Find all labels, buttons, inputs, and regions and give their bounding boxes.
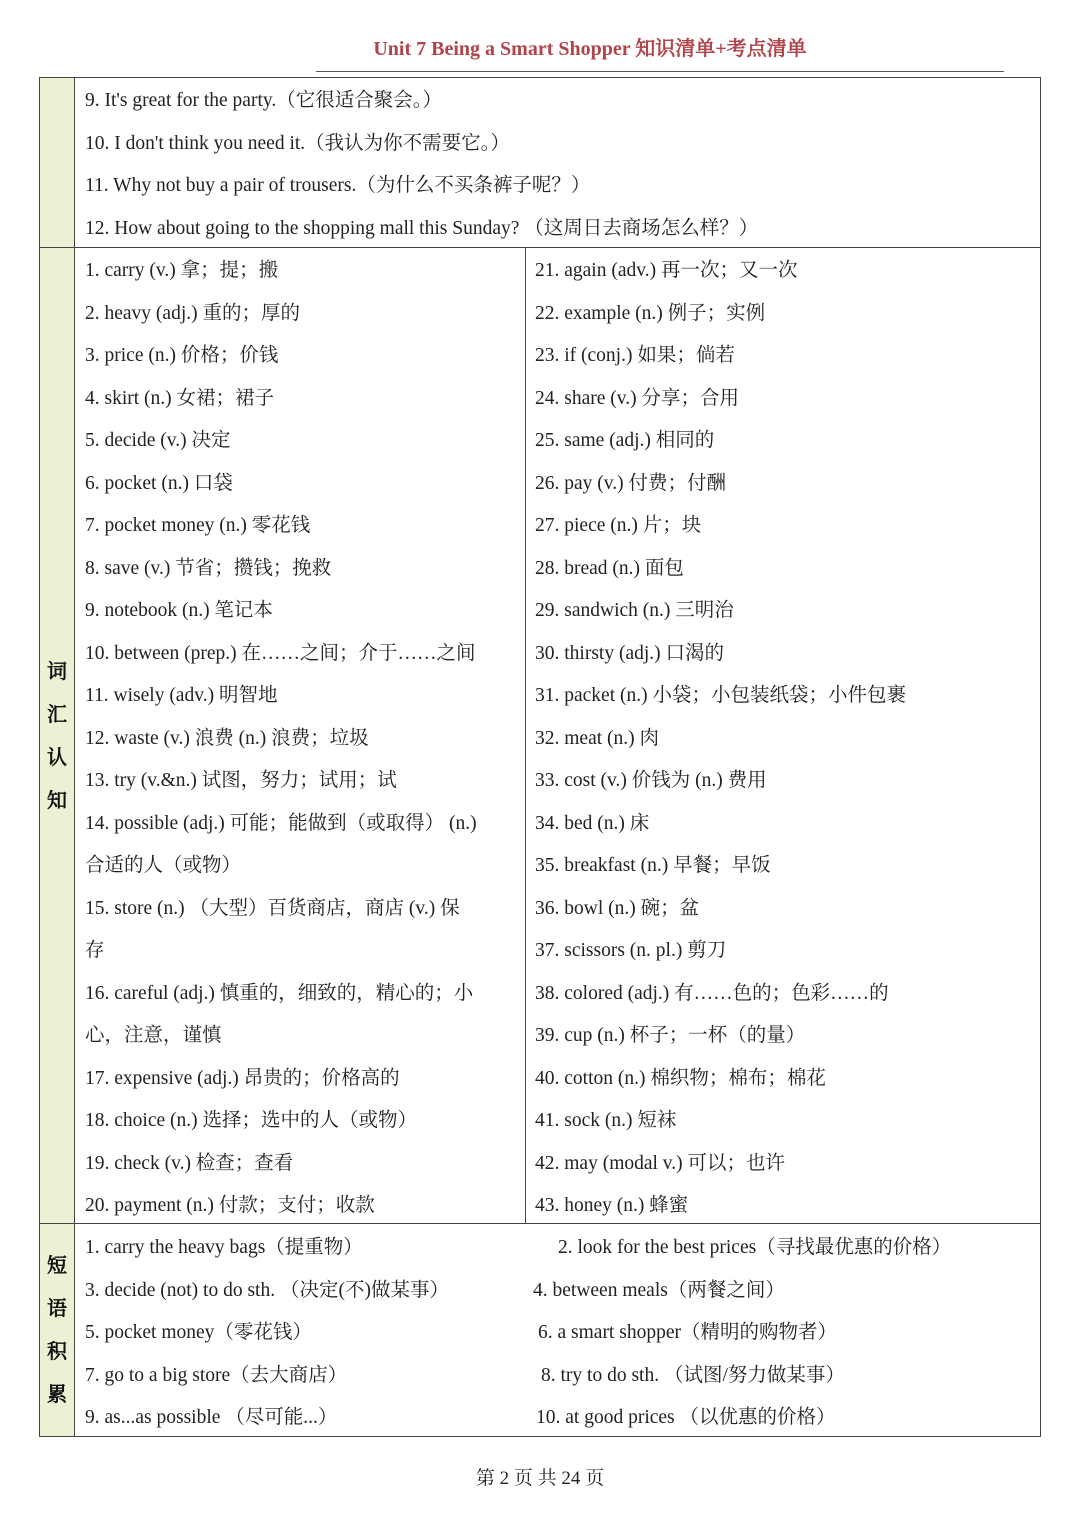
section-label-char: 积 bbox=[47, 1339, 67, 1363]
vocab-item: 29. sandwich (n.) 三明治 bbox=[535, 600, 734, 621]
vocab-item: 2. heavy (adj.) 重的；厚的 bbox=[85, 302, 300, 324]
vocab-item: 23. if (conj.) 如果；倘若 bbox=[535, 345, 735, 366]
sentence-item: 9. It's great for the party.（它很适合聚会。） bbox=[85, 90, 442, 111]
vocab-item: 1. carry (v.) 拿；提；搬 bbox=[85, 260, 279, 281]
phrase-item: 6. a smart shopper（精明的购物者） bbox=[538, 1322, 837, 1343]
vocab-item: 37. scissors (n. pl.) 剪刀 bbox=[535, 940, 727, 961]
vocab-item: 15. store (n.) （大型）百货商店，商店 (v.) 保 bbox=[85, 897, 460, 919]
vocab-item: 39. cup (n.) 杯子；一杯（的量） bbox=[535, 1025, 806, 1046]
vocab-item: 心，注意，谨慎 bbox=[85, 1025, 222, 1046]
phrase-item: 3. decide (not) to do sth. （决定(不)做某事） bbox=[85, 1279, 449, 1301]
vocab-item: 10. between (prep.) 在……之间；介于……之间 bbox=[85, 642, 476, 664]
vocab-item: 34. bed (n.) 床 bbox=[535, 812, 650, 834]
vocab-column-divider bbox=[525, 248, 526, 1224]
vocab-item: 40. cotton (n.) 棉织物；棉布；棉花 bbox=[535, 1067, 826, 1089]
phrase-item: 5. pocket money（零花钱） bbox=[85, 1322, 312, 1343]
vocab-item: 25. same (adj.) 相同的 bbox=[535, 430, 715, 451]
vocab-item: 12. waste (v.) 浪费 (n.) 浪费；垃圾 bbox=[85, 727, 369, 749]
vocab-item: 合适的人（或物） bbox=[85, 855, 242, 876]
vocab-section-label bbox=[40, 248, 75, 1224]
vocab-item: 16. careful (adj.) 慎重的，细致的，精心的；小 bbox=[85, 982, 474, 1004]
vocab-item: 30. thirsty (adj.) 口渴的 bbox=[535, 642, 725, 664]
phrase-item: 2. look for the best prices（寻找最优惠的价格） bbox=[558, 1237, 952, 1258]
phrase-item: 10. at good prices （以优惠的价格） bbox=[536, 1407, 836, 1428]
vocab-item: 5. decide (v.) 决定 bbox=[85, 430, 231, 451]
vocab-item: 7. pocket money (n.) 零花钱 bbox=[85, 515, 311, 536]
vocab-item: 43. honey (n.) 蜂蜜 bbox=[535, 1195, 689, 1216]
vocab-item: 26. pay (v.) 付费；付酬 bbox=[535, 472, 727, 494]
vocab-item: 19. check (v.) 检查；查看 bbox=[85, 1152, 294, 1174]
vocab-item: 27. piece (n.) 片；块 bbox=[535, 515, 702, 536]
phrase-item: 8. try to do sth. （试图/努力做某事） bbox=[541, 1364, 845, 1386]
sentence-item: 11. Why not buy a pair of trousers.（为什么不买条裤子呢？） bbox=[85, 175, 591, 196]
section-label-char: 知 bbox=[47, 788, 67, 812]
vocab-item: 36. bowl (n.) 碗；盆 bbox=[535, 897, 700, 919]
phrase-item: 4. between meals（两餐之间） bbox=[533, 1279, 785, 1301]
phrase-item: 7. go to a big store（去大商店） bbox=[85, 1364, 348, 1386]
section-label-char: 累 bbox=[47, 1382, 67, 1406]
vocab-item: 31. packet (n.) 小袋；小包装纸袋；小件包裹 bbox=[535, 685, 906, 706]
vocab-item: 6. pocket (n.) 口袋 bbox=[85, 472, 233, 494]
vocab-item: 42. may (modal v.) 可以；也许 bbox=[535, 1152, 786, 1174]
row-divider bbox=[40, 1223, 1040, 1224]
vocab-item: 17. expensive (adj.) 昂贵的；价格高的 bbox=[85, 1067, 400, 1089]
vocab-item: 24. share (v.) 分享；合用 bbox=[535, 387, 739, 409]
vocab-item: 存 bbox=[85, 940, 105, 961]
phrase-item: 9. as...as possible （尽可能...） bbox=[85, 1407, 338, 1428]
vocab-item: 21. again (adv.) 再一次；又一次 bbox=[535, 260, 798, 281]
vocab-item: 9. notebook (n.) 笔记本 bbox=[85, 600, 273, 621]
section-label-char: 词 bbox=[47, 659, 67, 683]
vocab-item: 18. choice (n.) 选择；选中的人（或物） bbox=[85, 1110, 417, 1131]
vocab-item: 20. payment (n.) 付款；支付；收款 bbox=[85, 1195, 375, 1216]
vocab-item: 8. save (v.) 节省；攒钱；挽救 bbox=[85, 557, 332, 579]
vocab-item: 38. colored (adj.) 有……色的；色彩……的 bbox=[535, 982, 889, 1004]
vocab-item: 41. sock (n.) 短袜 bbox=[535, 1110, 677, 1131]
section-label-char: 汇 bbox=[47, 702, 67, 726]
sentence-item: 12. How about going to the shopping mall this Sunday? （这周日去商场怎么样？） bbox=[85, 217, 759, 239]
section-label-char: 语 bbox=[47, 1296, 67, 1320]
phrase-section-label bbox=[40, 1224, 75, 1436]
vocab-item: 4. skirt (n.) 女裙；裙子 bbox=[85, 387, 275, 409]
vocab-item: 33. cost (v.) 价钱为 (n.) 费用 bbox=[535, 770, 767, 791]
vocab-item: 11. wisely (adv.) 明智地 bbox=[85, 685, 278, 706]
sentence-section-label-cell bbox=[40, 78, 75, 248]
vocab-item: 14. possible (adj.) 可能；能做到（或取得） (n.) bbox=[85, 812, 477, 834]
page-footer-number: 第 2 页 共 24 页 bbox=[475, 1468, 605, 1489]
vocab-item: 28. bread (n.) 面包 bbox=[535, 557, 684, 579]
vocab-item: 32. meat (n.) 肉 bbox=[535, 727, 660, 749]
section-label-char: 短 bbox=[47, 1253, 67, 1277]
page-header-title: Unit 7 Being a Smart Shopper 知识清单+考点清单 bbox=[373, 38, 807, 60]
header-rule bbox=[316, 71, 1004, 72]
phrase-item: 1. carry the heavy bags（提重物） bbox=[85, 1237, 363, 1258]
vocab-item: 35. breakfast (n.) 早餐；早饭 bbox=[535, 855, 771, 876]
vocab-item: 22. example (n.) 例子；实例 bbox=[535, 302, 766, 324]
row-divider bbox=[40, 247, 1040, 248]
vocab-item: 13. try (v.&n.) 试图，努力；试用；试 bbox=[85, 770, 397, 791]
vocab-item: 3. price (n.) 价格；价钱 bbox=[85, 345, 279, 366]
section-label-char: 认 bbox=[47, 745, 67, 769]
sentence-item: 10. I don't think you need it.（我认为你不需要它。） bbox=[85, 132, 510, 154]
content-table-frame bbox=[39, 77, 1041, 1437]
